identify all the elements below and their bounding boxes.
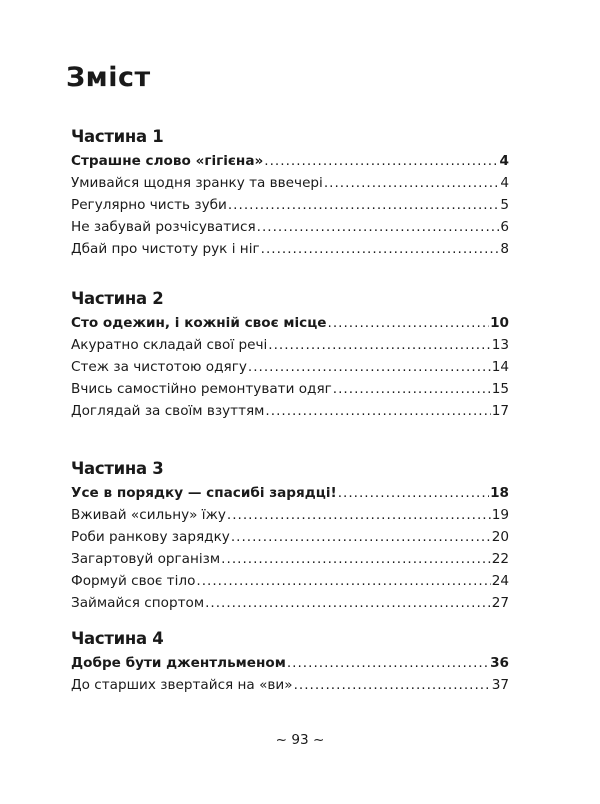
dot-leader (228, 194, 499, 216)
entry-page: 27 (491, 595, 509, 611)
entry-page: 36 (490, 655, 509, 671)
entry-page: 24 (491, 573, 509, 589)
dot-leader (231, 526, 491, 548)
toc-entry[interactable] (71, 570, 509, 592)
entry-title: Доглядай за своїм взуттям (71, 403, 265, 419)
page-title: Зміст (66, 62, 151, 93)
entry-page: 15 (491, 381, 509, 397)
toc-entry[interactable] (71, 216, 509, 238)
toc-entry[interactable] (71, 356, 509, 378)
dot-leader (333, 378, 491, 400)
entry-page: 17 (491, 403, 509, 419)
toc-entry[interactable] (71, 400, 509, 422)
part-heading: Частина 3 (71, 459, 164, 478)
dot-leader (324, 172, 500, 194)
toc-entry[interactable] (71, 194, 509, 216)
entry-page: 37 (491, 677, 509, 693)
dot-leader (328, 312, 490, 334)
entry-title: Сто одежин, і кожній своє місце (71, 315, 327, 331)
entry-page: 14 (491, 359, 509, 375)
toc-entry[interactable] (71, 378, 509, 400)
entry-title: Формуй своє тіло (71, 573, 196, 589)
part-heading: Частина 1 (71, 127, 164, 146)
entry-page: 22 (491, 551, 509, 567)
entry-title: Регулярно чисть зуби (71, 197, 227, 213)
toc-entry[interactable] (71, 482, 509, 504)
toc-part (71, 628, 509, 696)
entry-title: До старших звертайся на «ви» (71, 677, 293, 693)
dot-leader (287, 652, 489, 674)
toc-entry[interactable] (71, 526, 509, 548)
toc-entry[interactable] (71, 172, 509, 194)
entry-title: Дбай про чистоту рук і ніг (71, 241, 260, 257)
entry-title: Страшне слово «гігієна» (71, 153, 264, 169)
entry-page: 5 (500, 197, 509, 213)
toc-entry[interactable] (71, 674, 509, 696)
entry-title: Роби ранкову зарядку (71, 529, 230, 545)
entry-title: Умивайся щодня зранку та ввечері (71, 175, 323, 191)
dot-leader (294, 674, 491, 696)
toc-entry[interactable] (71, 504, 509, 526)
dot-leader (205, 592, 491, 614)
part-heading: Частина 2 (71, 289, 164, 308)
toc-entry[interactable] (71, 312, 509, 334)
entry-title: Вчись самостійно ремонтувати одяг (71, 381, 332, 397)
entry-title: Не забувай розчісуватися (71, 219, 256, 235)
entry-page: 6 (500, 219, 509, 235)
entry-page: 10 (490, 315, 509, 331)
entry-page: 18 (490, 485, 509, 501)
entry-page: 8 (500, 241, 509, 257)
entry-title: Акуратно складай свої речі (71, 337, 268, 353)
toc-entry[interactable] (71, 548, 509, 570)
entry-title: Займайся спортом (71, 595, 205, 611)
toc-part (71, 288, 509, 422)
toc-part (71, 126, 509, 260)
entry-page: 4 (499, 153, 509, 169)
part-heading: Частина 4 (71, 629, 164, 648)
toc-entry[interactable] (71, 334, 509, 356)
entry-page: 19 (491, 507, 509, 523)
toc-entry[interactable] (71, 592, 509, 614)
entry-page: 4 (500, 175, 509, 191)
dot-leader (265, 400, 490, 422)
dot-leader (248, 356, 491, 378)
dot-leader (221, 548, 491, 570)
toc-part (71, 458, 509, 614)
dot-leader (227, 504, 491, 526)
entry-title: Вживай «сильну» їжу (71, 507, 226, 523)
toc-entry[interactable] (71, 238, 509, 260)
entry-title: Загартовуй організм (71, 551, 221, 567)
dot-leader (338, 482, 489, 504)
page-number: ~ 93 ~ (275, 732, 325, 748)
dot-leader (264, 150, 498, 172)
toc-entry[interactable] (71, 150, 509, 172)
dot-leader (257, 216, 500, 238)
dot-leader (261, 238, 500, 260)
dot-leader (268, 334, 490, 356)
entry-title: Усе в порядку — спасибі зарядці! (71, 485, 337, 501)
entry-page: 13 (491, 337, 509, 353)
toc-entry[interactable] (71, 652, 509, 674)
entry-title: Стеж за чистотою одягу (71, 359, 247, 375)
entry-page: 20 (491, 529, 509, 545)
dot-leader (196, 570, 490, 592)
entry-title: Добре бути джентльменом (71, 655, 286, 671)
